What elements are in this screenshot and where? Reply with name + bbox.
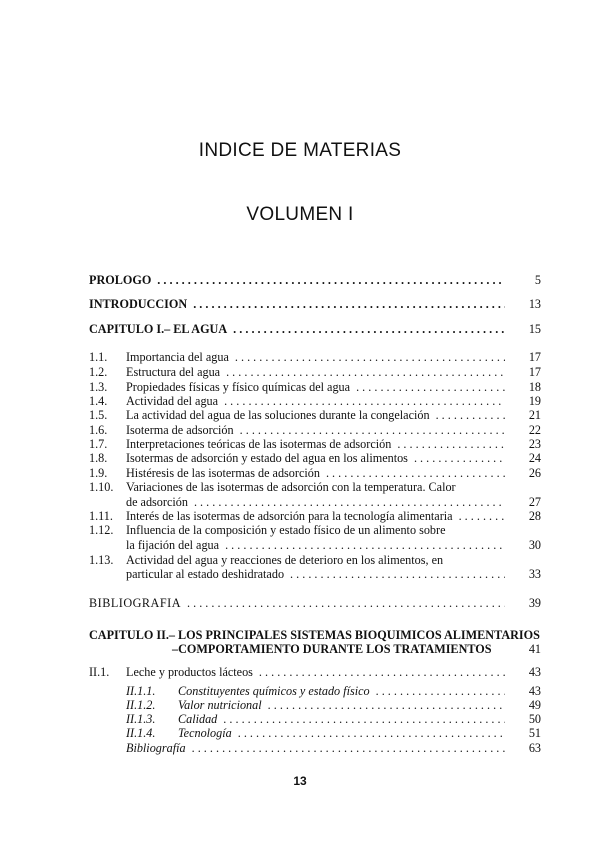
toc-entry-1-3 <box>89 380 541 394</box>
toc-title: PROLOGO <box>89 273 152 287</box>
toc-page: 33 <box>528 567 541 581</box>
toc-entry-1-13-line1 <box>89 553 541 567</box>
toc-number: 1.6. <box>89 423 108 437</box>
toc-title: CAPITULO I.– EL AGUA <box>89 322 228 336</box>
toc-entry-1-6 <box>89 423 541 437</box>
toc-entry-bibliografia <box>89 596 541 610</box>
toc-title: Influencia de la composición y estado físico de un alimento sobre <box>126 523 446 537</box>
toc-title: Interpretaciones teóricas de las isotermas de adsorción <box>126 437 392 451</box>
dot-leader <box>326 466 505 480</box>
dot-leader <box>376 684 505 698</box>
toc-number: 1.9. <box>89 466 108 480</box>
toc-page: 63 <box>528 741 541 755</box>
toc-page: 18 <box>528 380 541 394</box>
toc-page: 51 <box>528 726 541 740</box>
toc-entry-1-12-line1 <box>89 523 541 537</box>
toc-title: –COMPORTAMIENTO DURANTE LOS TRATAMIENTOS <box>172 642 492 656</box>
toc-title: Actividad del agua <box>126 394 219 408</box>
dot-leader <box>356 380 505 394</box>
dot-leader <box>192 741 505 755</box>
dot-leader <box>240 423 505 437</box>
toc-title: Bibliografía <box>126 741 186 755</box>
toc-entry-1-4 <box>89 394 541 408</box>
dot-leader <box>397 437 505 451</box>
toc-number: 1.2. <box>89 365 108 379</box>
toc-page: 27 <box>528 495 541 509</box>
toc-title: Tecnología <box>178 726 232 740</box>
toc-number: 1.8. <box>89 451 108 465</box>
toc-page: 49 <box>528 698 541 712</box>
toc-entry-II-1-1 <box>126 684 541 698</box>
toc-page: 43 <box>528 684 541 698</box>
toc-page: 21 <box>528 408 541 422</box>
toc-title: Variaciones de las isotermas de adsorción con la temperatura. Calor <box>126 480 456 494</box>
toc-entry-II-1-2 <box>126 698 541 712</box>
toc-page: 28 <box>528 509 541 523</box>
toc-page: 22 <box>528 423 541 437</box>
toc-entry-1-8 <box>89 451 541 465</box>
toc-title: Histéresis de las isotermas de adsorción <box>126 466 320 480</box>
toc-page: 30 <box>528 538 541 552</box>
toc-entry-1-5 <box>89 408 541 422</box>
toc-entry-1-11 <box>89 509 541 523</box>
toc-title: INTRODUCCION <box>89 297 188 311</box>
toc-number: 1.11. <box>89 509 113 523</box>
dot-leader <box>226 365 505 379</box>
toc-title: Leche y productos lácteos <box>126 665 253 679</box>
toc-page: 50 <box>528 712 541 726</box>
toc-number: 1.12. <box>89 523 114 537</box>
toc-entry-capitulo-2-line1 <box>89 628 541 642</box>
volume-heading: VOLUMEN I <box>246 204 354 225</box>
toc-number: II.1.3. <box>126 712 156 726</box>
toc-number: II.1.2. <box>126 698 156 712</box>
toc-title: Actividad del agua y reacciones de deterioro en los alimentos, en <box>126 553 444 567</box>
toc-title: Propiedades físicas y físico químicas del agua <box>126 380 351 394</box>
toc-title: Constituyentes químicos y estado físico <box>178 684 370 698</box>
toc-title: BIBLIOGRAFIA <box>89 596 181 610</box>
toc-title: la fijación del agua <box>126 538 220 552</box>
toc-title: Isoterma de adsorción <box>126 423 234 437</box>
toc-number: 1.4. <box>89 394 108 408</box>
toc-number: 1.10. <box>89 480 114 494</box>
dot-leader <box>459 509 505 523</box>
dot-leader <box>224 394 505 408</box>
toc-title: CAPITULO II.– LOS PRINCIPALES SISTEMAS BIOQUIMICOS ALIMENTARIOS <box>89 628 540 642</box>
page-number: 13 <box>293 774 307 788</box>
dot-leader <box>187 596 505 610</box>
toc-entry-1-9 <box>89 466 541 480</box>
toc-page: 5 <box>534 273 541 287</box>
dot-leader <box>235 350 505 364</box>
toc-entry-II-1-4 <box>126 726 541 740</box>
dot-leader <box>414 451 505 465</box>
toc-title: Estructura del agua <box>126 365 221 379</box>
dot-leader <box>193 297 505 311</box>
toc-number: 1.1. <box>89 350 108 364</box>
toc-page: 41 <box>528 642 541 656</box>
toc-page: 17 <box>528 365 541 379</box>
toc-title: La actividad del agua de las soluciones durante la congelación <box>126 408 430 422</box>
toc-entry-1-13-line2 <box>126 567 541 581</box>
dot-leader <box>436 408 505 422</box>
toc-entry-II-1-bibliografia <box>126 741 541 755</box>
toc-number: 1.5. <box>89 408 108 422</box>
toc-page: 13 <box>528 297 541 311</box>
toc-page: 39 <box>528 596 541 610</box>
toc-entry-1-2 <box>89 365 541 379</box>
toc-entry-capitulo-2-line2 <box>172 642 541 656</box>
toc-page: 24 <box>528 451 541 465</box>
toc-page: 19 <box>528 394 541 408</box>
dot-leader <box>225 538 505 552</box>
toc-title: Interés de las isotermas de adsorción para la tecnología alimentaria <box>126 509 453 523</box>
dot-leader <box>194 495 505 509</box>
toc-number: II.1.1. <box>126 684 156 698</box>
dot-leader <box>157 273 505 287</box>
toc-page: 43 <box>528 665 541 679</box>
toc-page: 26 <box>528 466 541 480</box>
toc-entry-1-10-line2 <box>126 495 541 509</box>
toc-number: 1.3. <box>89 380 108 394</box>
toc-entry-1-7 <box>89 437 541 451</box>
toc-entry-capitulo-1 <box>89 322 541 336</box>
toc-entry-II-1 <box>89 665 541 679</box>
dot-leader <box>259 665 505 679</box>
toc-page: 15 <box>528 322 541 336</box>
toc-title: Calidad <box>178 712 218 726</box>
index-heading: INDICE DE MATERIAS <box>198 140 402 161</box>
toc-entry-1-12-line2 <box>126 538 541 552</box>
toc-number: II.1.4. <box>126 726 156 740</box>
toc-entry-II-1-3 <box>126 712 541 726</box>
toc-title: de adsorción <box>126 495 188 509</box>
toc-page: 17 <box>528 350 541 364</box>
toc-number: II.1. <box>89 665 110 679</box>
dot-leader <box>223 712 505 726</box>
toc-entry-1-1 <box>89 350 541 364</box>
toc-title: Isotermas de adsorción y estado del agua en los alimentos <box>126 451 408 465</box>
toc-number: 1.7. <box>89 437 108 451</box>
toc-title: Importancia del agua <box>126 350 229 364</box>
toc-title: particular al estado deshidratado <box>126 567 285 581</box>
toc-number: 1.13. <box>89 553 114 567</box>
dot-leader <box>268 698 505 712</box>
dot-leader <box>238 726 505 740</box>
toc-entry-prologo <box>89 273 541 287</box>
toc-entry-1-10-line1 <box>89 480 541 494</box>
dot-leader <box>233 322 505 336</box>
toc-entry-introduccion <box>89 297 541 311</box>
toc-title: Valor nutricional <box>178 698 262 712</box>
toc-page: 23 <box>528 437 541 451</box>
dot-leader <box>290 567 505 581</box>
